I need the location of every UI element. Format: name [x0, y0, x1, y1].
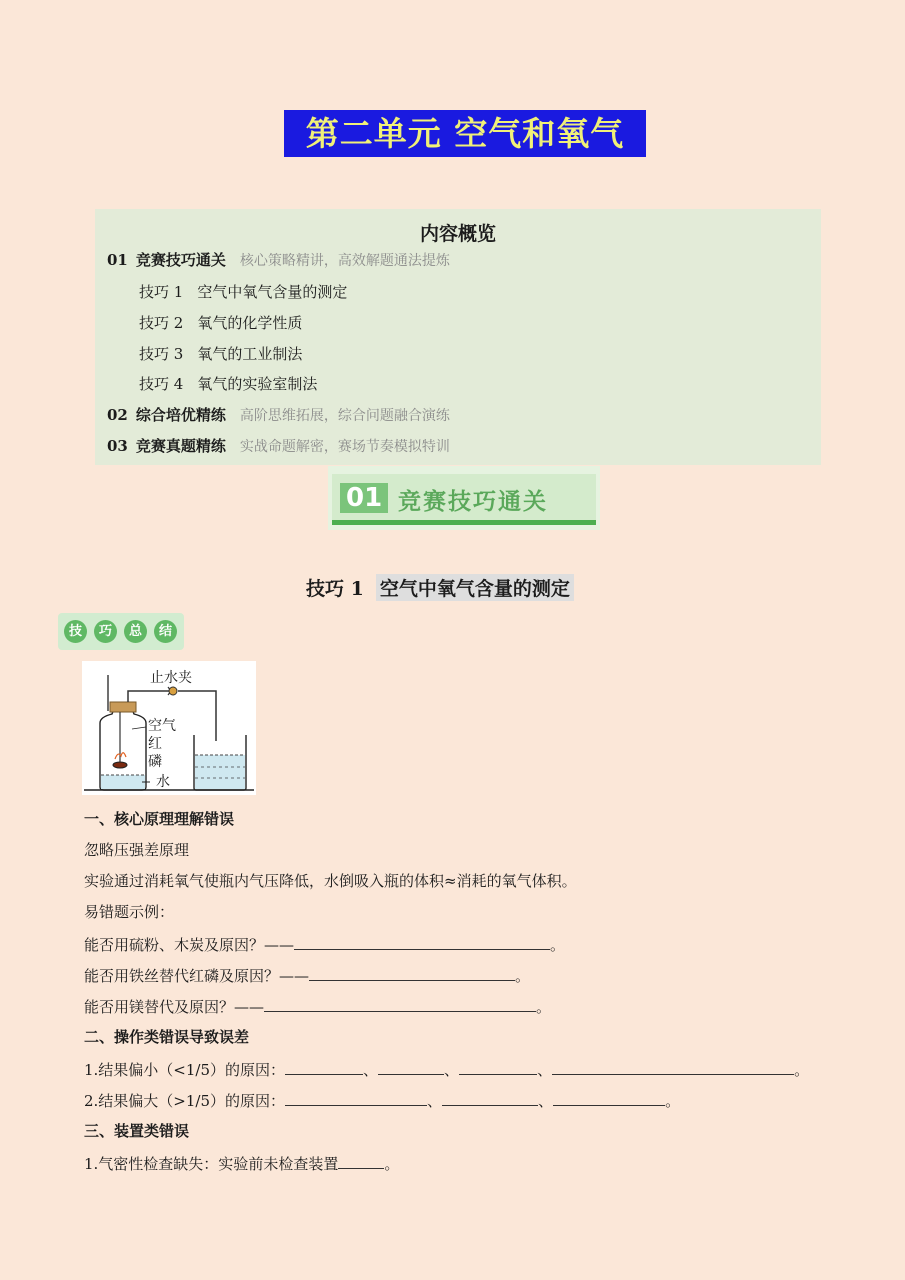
section-head: 竞赛技巧通关 [135, 251, 226, 269]
period: 。 [794, 1061, 810, 1079]
section-number: 01 [107, 251, 128, 269]
text-example-label: 易错题示例： [84, 903, 175, 921]
answer-blank[interactable] [309, 964, 515, 981]
badge-char: 巧 [94, 620, 117, 643]
text-principle: 实验通过消耗氧气使瓶内气压降低，水倒吸入瓶的体积≈消耗的氧气体积。 [84, 872, 577, 890]
answer-blank[interactable] [552, 1058, 794, 1075]
question-text: 能否用镁替代及原因？—— [84, 998, 265, 1016]
skill-text: 氧气的化学性质 [197, 314, 303, 332]
section-desc: 高阶思维拓展，综合问题融合演练 [239, 408, 450, 424]
heading-operation-errors: 二、操作类错误导致误差 [84, 1028, 250, 1046]
separator: 、 [363, 1061, 379, 1079]
period: 。 [665, 1092, 681, 1110]
overview-section-03 [107, 435, 450, 456]
overview-skill-3 [139, 343, 302, 364]
separator: 、 [538, 1092, 554, 1110]
overview-skill-2 [139, 312, 302, 333]
badge-char: 总 [124, 620, 147, 643]
phosphorus-label: 磷 [148, 754, 162, 770]
period: 。 [515, 967, 531, 985]
section-head: 竞赛真题精练 [135, 437, 226, 455]
answer-blank[interactable] [264, 995, 536, 1012]
skill-label: 技巧 3 [139, 345, 184, 363]
answer-blank[interactable] [442, 1089, 538, 1106]
heading-core-principle: 一、核心原理理解错误 [84, 810, 235, 828]
reason-result-low [84, 1058, 809, 1080]
section-banner-box [332, 474, 596, 525]
question-sulfur-charcoal [84, 933, 565, 955]
overview-heading: 内容概览 [419, 223, 496, 245]
answer-blank[interactable] [294, 933, 550, 950]
section-number: 02 [107, 406, 128, 424]
overview-skill-4 [139, 373, 317, 394]
section-desc: 核心策略精讲，高效解题通法提炼 [239, 253, 450, 269]
skill-heading-label: 技巧 1 [306, 578, 364, 600]
unit-title: 第二单元 空气和氧气 [284, 110, 646, 157]
text-ignore-pressure: 忽略压强差原理 [84, 841, 190, 859]
reason-result-high [84, 1089, 680, 1111]
separator: 、 [427, 1092, 443, 1110]
skill-text: 氧气的实验室制法 [197, 375, 318, 393]
overview-section-01 [107, 249, 450, 270]
question-iron-wire [84, 964, 530, 986]
section-head: 综合培优精练 [135, 406, 226, 424]
overview-panel [95, 209, 821, 465]
skill-text: 氧气的工业制法 [197, 345, 303, 363]
period: 。 [550, 936, 566, 954]
skill-label: 技巧 1 [139, 283, 184, 301]
section-banner-number: 01 [340, 483, 388, 513]
clamp-label: 止水夹 [150, 670, 192, 686]
question-magnesium [84, 995, 551, 1017]
answer-blank[interactable] [553, 1089, 665, 1106]
skill-label: 技巧 4 [139, 375, 184, 393]
answer-blank[interactable] [285, 1058, 363, 1075]
reason-text: 1.结果偏小（<1/5）的原因： [84, 1061, 286, 1079]
skill-label: 技巧 2 [139, 314, 184, 332]
apparatus-diagram [82, 661, 256, 795]
water-label: 水 [156, 774, 170, 790]
period: 。 [384, 1155, 400, 1173]
air-label: 空气 [148, 718, 176, 734]
skill-heading [306, 574, 574, 600]
section-banner-label: 竞赛技巧通关 [398, 489, 548, 515]
answer-blank[interactable] [338, 1152, 384, 1169]
section-desc: 实战命题解密，赛场节奏模拟特训 [239, 439, 450, 455]
skill-heading-title: 空气中氧气含量的测定 [376, 574, 574, 601]
question-text: 能否用硫粉、木炭及原因？—— [84, 936, 295, 954]
question-text: 能否用铁丝替代红磷及原因？—— [84, 967, 310, 985]
heading-device-errors: 三、装置类错误 [84, 1122, 190, 1140]
item-airtightness [84, 1152, 399, 1174]
overview-section-02 [107, 404, 450, 425]
skill-text: 空气中氧气含量的测定 [197, 283, 348, 301]
separator: 、 [444, 1061, 460, 1079]
period: 。 [536, 998, 552, 1016]
separator: 、 [537, 1061, 553, 1079]
answer-blank[interactable] [285, 1089, 427, 1106]
item-text: 1.气密性检查缺失：实验前未检查装置 [84, 1155, 339, 1173]
badge-char: 技 [64, 620, 87, 643]
skill-summary-badge [58, 613, 184, 650]
badge-char: 结 [154, 620, 177, 643]
reason-text: 2.结果偏大（>1/5）的原因： [84, 1092, 286, 1110]
overview-skill-1 [139, 281, 347, 302]
red-label: 红 [148, 736, 162, 752]
answer-blank[interactable] [459, 1058, 537, 1075]
section-number: 03 [107, 437, 128, 455]
answer-blank[interactable] [378, 1058, 444, 1075]
section-banner [328, 466, 600, 530]
